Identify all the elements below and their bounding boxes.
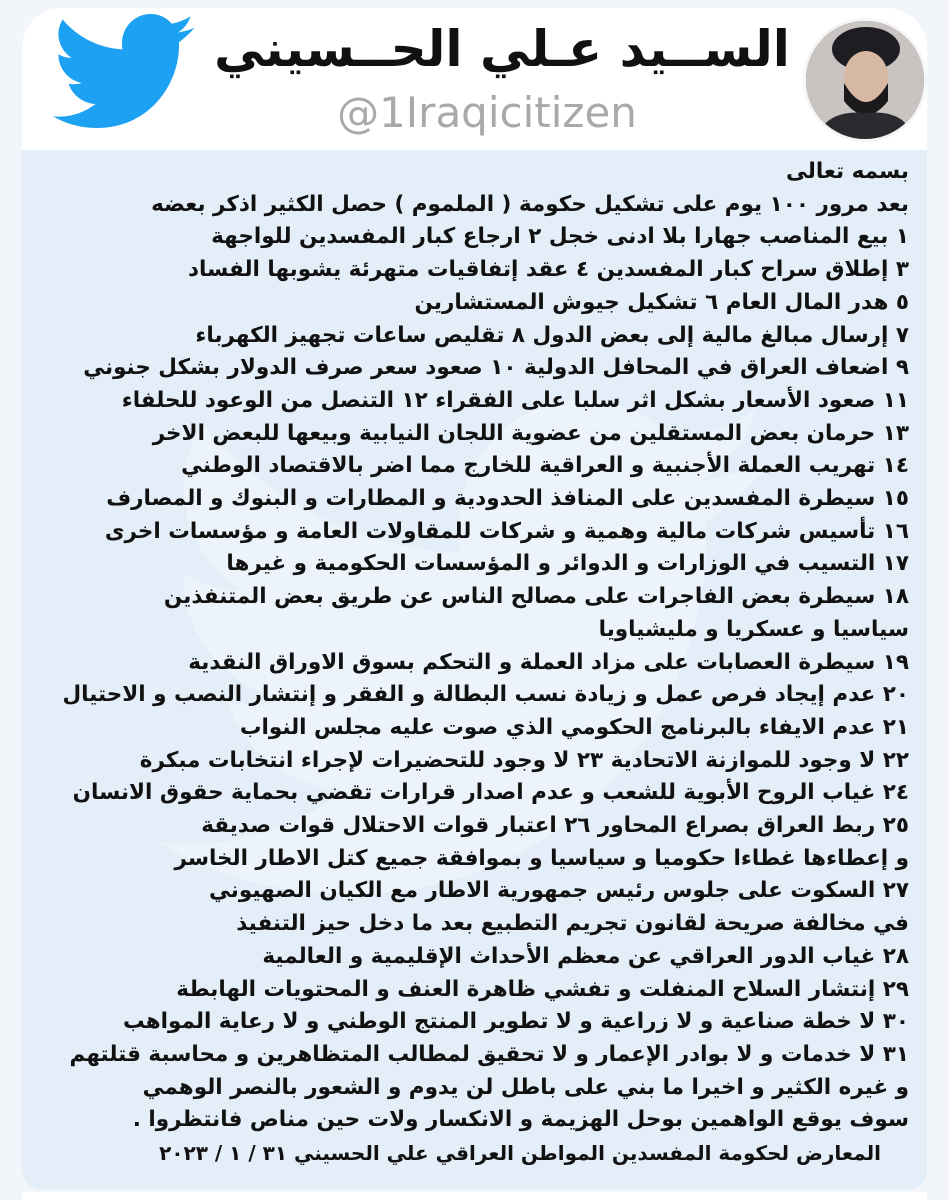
text-line: ٢٤ غياب الروح الأبوية للشعب و عدم اصدار قرارات تقضي بحماية حقوق الانسان xyxy=(72,780,909,806)
text-line: ٢٩ إنتشار السلاح المنفلت و تفشي ظاهرة العنف و المحتويات الهابطة xyxy=(176,976,909,1002)
text-line: ٢٠ عدم إيجاد فرص عمل و زيادة نسب البطالة و الفقر و إنتشار النصب و الاحتيال xyxy=(62,682,909,708)
text-line: ١٦ تأسيس شركات مالية وهمية و شركات للمقاولات العامة و مؤسسات اخرى xyxy=(104,518,909,544)
text-line: سوف يوقع الواهمين بوحل الهزيمة و الانكسار ولات حين مناص فانتظروا . xyxy=(132,1107,909,1133)
text-line: ٢١ عدم الايفاء بالبرنامج الحكومي الذي صوت عليه مجلس النواب xyxy=(239,714,909,740)
text-line: ١٣ حرمان بعض المستقلين من عضوية اللجان النيابية وبيعها للبعض الاخر xyxy=(152,420,909,446)
avatar-portrait-icon xyxy=(806,21,924,139)
text-line: ١٥ سيطرة المفسدين على المنافذ الحدودية و المطارات و البنوك و المصارف xyxy=(106,486,909,512)
text-line: ٩ اضعاف العراق في المحافل الدولية ١٠ صعود سعر صرف الدولار بشكل جنوني xyxy=(83,355,909,381)
text-line: ١٨ سيطرة بعض الفاجرات على مصالح الناس عن طريق بعض المتنفذين xyxy=(163,584,909,610)
text-line: ١٤ تهريب العملة الأجنبية و العراقية للخارج مما اضر بالاقتصاد الوطني xyxy=(181,453,909,479)
tweet-body xyxy=(22,150,927,1190)
text-line: ٢٧ السكوت على جلوس رئيس جمهورية الاطار مع الكيان الصهيوني xyxy=(209,878,909,904)
text-line: ١٧ التسيب في الوزارات و الدوائر و المؤسسات الحكومية و غيرها xyxy=(226,551,909,577)
profile-handle: @1Iraqicitizen xyxy=(337,88,637,137)
text-line: ٣٠ لا خطة صناعية و لا زراعية و لا تطوير المنتج الوطني و لا رعاية المواهب xyxy=(122,1009,909,1035)
text-line: ٣ إطلاق سراح كبار المفسدين ٤ عقد إتفاقيات متهرئة يشوبها الفساد xyxy=(188,257,909,283)
text-line: ٢٨ غياب الدور العراقي عن معظم الأحداث الإقليمية و العالمية xyxy=(262,943,909,969)
profile-header xyxy=(22,8,927,150)
text-line: ١٩ سيطرة العصابات على مزاد العملة و التحكم بسوق الاوراق النقدية xyxy=(188,649,909,675)
text-line: ١١ صعود الأسعار بشكل اثر سلبا على الفقراء ١٢ التنصل من الوعود للحلفاء xyxy=(121,387,909,413)
text-line: ٢٢ لا وجود للموازنة الاتحادية ٢٣ لا وجود للتحضيرات لإجراء انتخابات مبكرة xyxy=(139,747,909,773)
text-line: ٢٥ ربط العراق بصراع المحاور ٢٦ اعتبار قوات الاحتلال قوات صديقة xyxy=(201,813,909,839)
text-line: سياسيا و عسكريا و مليشياويا xyxy=(598,616,909,642)
text-line: و غيره الكثير و اخيرا ما بني على باطل لن يدوم و الشعور بالنصر الوهمي xyxy=(142,1074,909,1100)
text-line: بعد مرور ١٠٠ يوم على تشكيل حكومة ( الملموم ) حصل الكثير اذكر بعضه xyxy=(151,191,909,217)
tweet-text xyxy=(22,150,927,1170)
profile-name: الســيد عـلي الحــسيني xyxy=(214,20,790,78)
profile-avatar xyxy=(803,18,927,142)
text-line: ٣١ لا خدمات و لا بوادر الإعمار و لا تحقيق لمطالب المتظاهرين و محاسبة قتلتهم xyxy=(69,1041,909,1067)
text-line: و إعطاءها غطاءا حكوميا و سياسيا و بموافقة جميع كتل الاطار الخاسر xyxy=(174,845,909,871)
text-line: ٧ إرسال مبالغ مالية إلى بعض الدول ٨ تقليص ساعات تجهيز الكهرباء xyxy=(195,322,909,348)
text-line: ١ بيع المناصب جهارا بلا ادنى خجل ٢ ارجاع كبار المفسدين للواجهة xyxy=(211,224,909,250)
text-line: بسمه تعالى xyxy=(786,159,909,184)
text-line: في مخالفة صريحة لقانون تجريم التطبيع بعد ما دخل حيز التنفيذ xyxy=(236,911,909,937)
card-bottom-edge xyxy=(22,1192,927,1200)
signature-line: المعارض لحكومة المفسدين المواطن العراقي علي الحسيني ٣١ / ١ / ٢٠٢٣ xyxy=(159,1141,881,1166)
text-line: ٥ هدر المال العام ٦ تشكيل جيوش المستشارين xyxy=(414,289,909,315)
twitter-bird-icon xyxy=(50,14,200,134)
